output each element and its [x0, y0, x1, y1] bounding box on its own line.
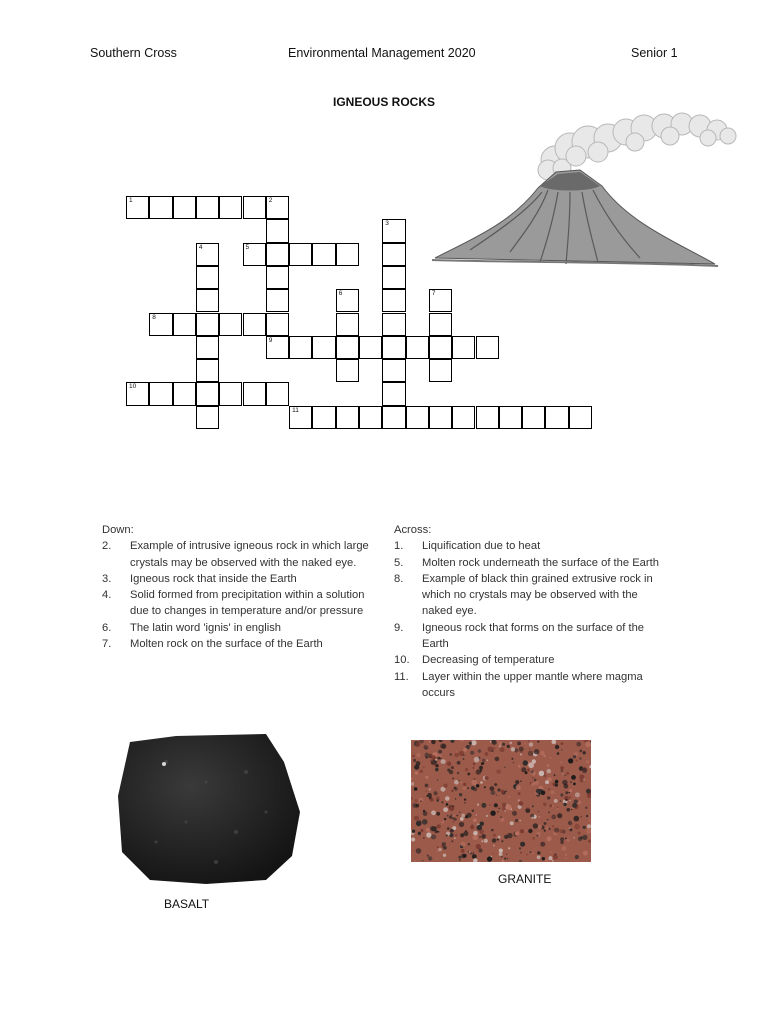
clue-text: Layer within the upper mantle where magma occurs [422, 670, 643, 699]
page-title: IGNEOUS ROCKS [332, 95, 435, 109]
down-clue [102, 538, 370, 571]
clue-text: The latin word 'ignis' in english [130, 621, 282, 634]
down-clue [102, 587, 370, 620]
crossword-cell[interactable] [382, 406, 405, 429]
basalt-caption: BASALT [164, 897, 210, 911]
across-clue [394, 571, 660, 620]
header-grade: Senior 1 [631, 46, 678, 60]
crossword-cell[interactable] [429, 313, 452, 336]
crossword-cell[interactable] [219, 382, 242, 405]
crossword-cell[interactable] [266, 266, 289, 289]
crossword-cell[interactable] [266, 219, 289, 242]
crossword-cell[interactable] [266, 243, 289, 266]
crossword-cell[interactable] [243, 196, 266, 219]
crossword-cell[interactable] [522, 406, 545, 429]
down-clue [102, 571, 370, 587]
across-clues [394, 522, 660, 701]
clue-text: Example of black thin grained extrusive rock in which no crystals may be observed with the naked eye. [422, 572, 653, 618]
clue-number: 11 [292, 406, 299, 414]
crossword-cell[interactable] [196, 406, 219, 429]
basalt-rock-image [116, 732, 302, 888]
clue-text: Example of intrusive igneous rock in which large crystals may be observed with the naked eye. [130, 540, 369, 569]
clue-index: 11. [394, 670, 409, 683]
crossword-cell[interactable] [196, 382, 219, 405]
across-clue [394, 620, 660, 653]
clue-text: Igneous rock that forms on the surface of the Earth [422, 621, 645, 651]
crossword-cell[interactable] [336, 406, 359, 429]
crossword-cell[interactable] [336, 289, 359, 312]
crossword-cell[interactable] [476, 406, 499, 429]
crossword-cell[interactable] [196, 243, 219, 266]
clue-text: Molten rock underneath the surface of the Earth [422, 556, 659, 569]
down-clues [102, 522, 370, 652]
crossword-cell[interactable] [173, 196, 196, 219]
clue-number: 5 [245, 243, 250, 251]
crossword-cell[interactable] [336, 336, 359, 359]
crossword-cell[interactable] [382, 359, 405, 382]
crossword-cell[interactable] [312, 243, 335, 266]
crossword-cell[interactable] [336, 313, 359, 336]
crossword-cell[interactable] [289, 406, 312, 429]
header-school: Southern Cross [90, 46, 177, 60]
clue-index: 9. [394, 621, 404, 634]
crossword-cell[interactable] [243, 243, 266, 266]
clue-number: 3 [385, 220, 389, 228]
crossword-cell[interactable] [196, 313, 219, 336]
clue-index: 6. [102, 621, 112, 634]
clue-index: 8. [394, 572, 404, 585]
clue-index: 5. [394, 556, 404, 569]
down-heading: Down: [102, 524, 134, 536]
crossword-cell[interactable] [359, 336, 382, 359]
crossword-cell[interactable] [406, 406, 429, 429]
crossword-cell[interactable] [382, 382, 405, 405]
clue-number: 7 [431, 290, 436, 298]
clue-text: Decreasing of temperature [422, 654, 555, 667]
crossword-cell[interactable] [149, 313, 172, 336]
crossword-cell[interactable] [429, 406, 452, 429]
crossword-cell[interactable] [382, 219, 405, 242]
header-subject: Environmental Management 2020 [288, 46, 476, 60]
crossword-cell[interactable] [336, 359, 359, 382]
clue-number: 2 [268, 197, 273, 204]
clue-text: Molten rock on the surface of the Earth [130, 638, 323, 651]
clue-index: 3. [102, 572, 112, 585]
crossword-cell[interactable] [359, 406, 382, 429]
crossword-cell[interactable] [545, 406, 568, 429]
clue-text: Liquification due to heat [422, 540, 541, 553]
crossword-cell[interactable] [173, 382, 196, 405]
crossword-cell[interactable] [243, 382, 266, 405]
crossword-cell[interactable] [289, 243, 312, 266]
crossword-cell[interactable] [243, 313, 266, 336]
clue-index: 2. [102, 540, 112, 553]
across-clue [394, 669, 660, 702]
crossword-cell[interactable] [289, 336, 312, 359]
crossword-cell[interactable] [219, 313, 242, 336]
crossword-cell[interactable] [266, 336, 289, 359]
crossword-cell[interactable] [149, 196, 172, 219]
clue-number: 6 [338, 290, 343, 298]
crossword-cell[interactable] [476, 336, 499, 359]
granite-caption: GRANITE [498, 872, 552, 886]
across-heading: Across: [394, 524, 432, 536]
crossword-cell[interactable] [126, 382, 149, 405]
crossword-grid [0, 0, 768, 480]
clue-number: 4 [198, 243, 203, 251]
crossword-cell[interactable] [196, 289, 219, 312]
crossword-cell[interactable] [429, 336, 452, 359]
crossword-cell[interactable] [196, 266, 219, 289]
crossword-cell[interactable] [219, 196, 242, 219]
clue-index: 1. [394, 540, 404, 553]
clue-number: 9 [268, 336, 273, 344]
granite-rock-image [411, 740, 591, 862]
crossword-cell[interactable] [429, 289, 452, 312]
clue-number: 10 [129, 383, 137, 391]
clue-text: Igneous rock that inside the Earth [130, 572, 297, 585]
down-clue [102, 636, 370, 652]
crossword-cell[interactable] [569, 406, 592, 429]
crossword-cell[interactable] [382, 289, 405, 312]
crossword-cell[interactable] [196, 336, 219, 359]
crossword-cell[interactable] [266, 289, 289, 312]
clue-number: 8 [152, 313, 156, 321]
crossword-cell[interactable] [312, 406, 335, 429]
clue-index: 4. [102, 589, 112, 602]
across-clue [394, 538, 660, 554]
crossword-cell[interactable] [266, 313, 289, 336]
crossword-cell[interactable] [382, 243, 405, 266]
crossword-cell[interactable] [499, 406, 522, 429]
crossword-cell[interactable] [266, 196, 289, 219]
crossword-cell[interactable] [126, 196, 149, 219]
crossword-cell[interactable] [336, 243, 359, 266]
crossword-cell[interactable] [382, 266, 405, 289]
clue-index: 7. [102, 638, 112, 651]
across-clue [394, 652, 660, 668]
crossword-cell[interactable] [429, 359, 452, 382]
crossword-cell[interactable] [452, 406, 475, 429]
clue-number: 1 [129, 197, 133, 204]
crossword-cell[interactable] [266, 382, 289, 405]
crossword-cell[interactable] [196, 196, 219, 219]
clue-index: 10. [394, 654, 410, 667]
crossword-cell[interactable] [382, 313, 405, 336]
down-clue [102, 620, 370, 636]
crossword-cell[interactable] [149, 382, 172, 405]
clue-text: Solid formed from precipitation within a solution due to changes in temperature and/or pressure [130, 589, 365, 618]
crossword-cell[interactable] [196, 359, 219, 382]
crossword-cell[interactable] [173, 313, 196, 336]
crossword-cell[interactable] [406, 336, 429, 359]
across-clue [394, 555, 660, 571]
crossword-cell[interactable] [452, 336, 475, 359]
crossword-cell[interactable] [382, 336, 405, 359]
crossword-cell[interactable] [312, 336, 335, 359]
